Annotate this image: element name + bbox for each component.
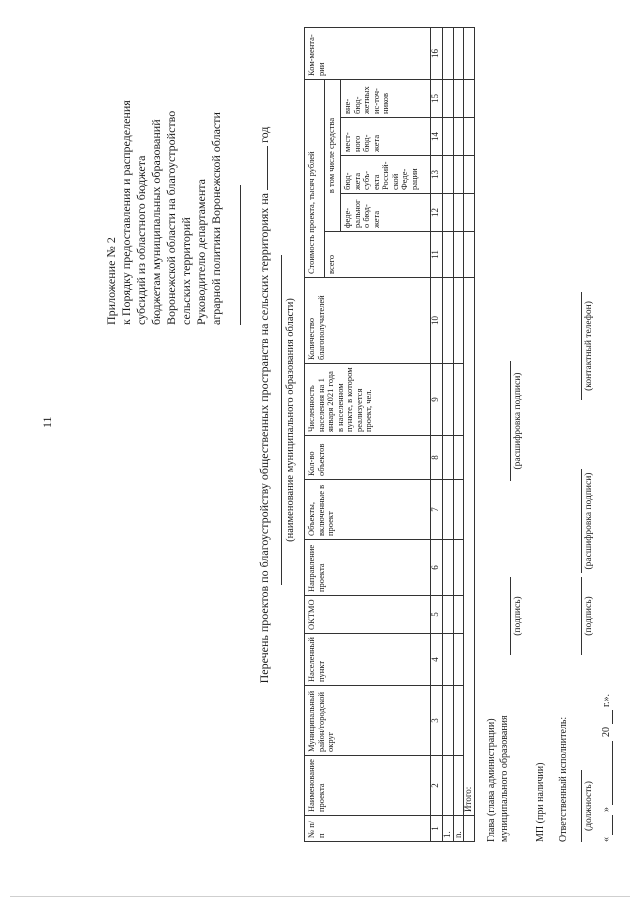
landscape-sheet: [8, 5, 628, 885]
table-cell[interactable]: [443, 634, 454, 686]
table-cell[interactable]: [443, 540, 454, 596]
appendix-line: Воронежской области на благоустройство: [164, 110, 178, 325]
table-cell[interactable]: [443, 480, 454, 540]
header-cost-total: всего: [325, 232, 431, 278]
table-cell[interactable]: [464, 118, 475, 156]
table-cell[interactable]: [453, 540, 464, 596]
header-comments: Ком-мента-рии: [305, 27, 431, 79]
phone-caption: (контактный телефон): [584, 301, 594, 391]
page-number: 11: [40, 416, 54, 428]
date-year-line[interactable]: [612, 710, 613, 724]
table-cell[interactable]: [464, 232, 475, 278]
column-number: 12: [431, 194, 443, 232]
executor-signature-line[interactable]: [581, 577, 582, 655]
column-number: 11: [431, 232, 443, 278]
header-regional-budget: бюд-жета субъ-екта Россий-ской Феде-рации: [341, 156, 431, 194]
date-month-line[interactable]: [612, 741, 613, 805]
table-cell[interactable]: [453, 278, 464, 364]
stamp-label: МП (при наличии): [535, 762, 546, 842]
appendix-header: [104, 25, 194, 325]
table-cell[interactable]: [443, 79, 454, 117]
document-title: [257, 55, 272, 755]
municipality-caption: (наименование муниципального образования области): [285, 298, 296, 542]
table-row: [453, 27, 464, 841]
date-close-quote: »: [601, 807, 612, 812]
header-settlement: Населенный пункт: [305, 634, 431, 686]
header-project-name: Наименование проекта: [305, 756, 431, 816]
title-text: Перечень проектов по благоустройству общественных пространств на сельских территориях на: [257, 192, 271, 684]
executor-name-caption: (расшифровка подписи): [584, 472, 594, 570]
column-number: 7: [431, 480, 443, 540]
column-number: 1: [431, 816, 443, 842]
executor-label: Ответственный исполнитель:: [558, 716, 569, 842]
table-cell[interactable]: [443, 118, 454, 156]
header-local-budget: мест-ного бюд-жета: [341, 118, 431, 156]
table-cell[interactable]: [453, 634, 464, 686]
appendix-line: Приложение № 2: [104, 237, 118, 325]
executor-name-line[interactable]: [581, 469, 582, 573]
table-cell[interactable]: [443, 756, 454, 816]
table-cell[interactable]: [453, 194, 464, 232]
table-cell[interactable]: [453, 156, 464, 194]
column-number: 4: [431, 634, 443, 686]
projects-table: [304, 27, 475, 842]
header-project-cost: Стоимость проекта, тысяч рублей: [305, 79, 325, 277]
municipality-blank-line[interactable]: [281, 255, 282, 585]
appendix-line: субсидий из областного бюджета: [134, 155, 148, 325]
column-number: 16: [431, 27, 443, 79]
column-number: 2: [431, 756, 443, 816]
table-cell[interactable]: [464, 27, 475, 79]
table-cell[interactable]: [464, 156, 475, 194]
column-number: 9: [431, 364, 443, 436]
head-label-line2: муниципального образования: [499, 715, 510, 842]
column-number: 3: [431, 686, 443, 756]
appendix-line: сельских территорий: [179, 217, 193, 325]
table-cell[interactable]: [443, 436, 454, 480]
date-open-quote: «: [601, 837, 612, 842]
position-line[interactable]: [581, 770, 582, 842]
executor-signature-caption: (подпись): [584, 596, 594, 636]
head-label-line1: Глава (глава администрации): [486, 718, 497, 842]
row-index: n.: [453, 816, 464, 842]
header-district: Муниципальный район/городской округ: [305, 686, 431, 756]
table-cell[interactable]: [464, 194, 475, 232]
head-name-line[interactable]: [510, 361, 511, 481]
table-cell[interactable]: [443, 156, 454, 194]
column-number: 5: [431, 596, 443, 634]
column-number: 8: [431, 436, 443, 480]
addressee-line: аграрной политики Воронежской области: [209, 112, 223, 325]
appendix-line: бюджетам муниципальных образований: [149, 119, 163, 325]
appendix-line: к Порядку предоставления и распределения: [119, 100, 133, 325]
header-beneficiaries: Количество благополучателей: [305, 278, 431, 364]
date-year-prefix: 20: [601, 727, 612, 737]
addressee-blank-line: [230, 185, 241, 325]
table-cell[interactable]: [443, 278, 454, 364]
column-number: 15: [431, 79, 443, 117]
column-number: 6: [431, 540, 443, 596]
phone-line[interactable]: [581, 292, 582, 400]
table-cell[interactable]: [453, 436, 464, 480]
table-cell[interactable]: [443, 596, 454, 634]
table-cell[interactable]: [443, 364, 454, 436]
table-cell[interactable]: [453, 480, 464, 540]
header-extrabudgetary: вне-бюд-жетных ис-точ-ников: [341, 79, 431, 117]
header-including-funds: в том числе средства: [325, 79, 341, 231]
table-cell[interactable]: [443, 686, 454, 756]
position-caption: (должность): [584, 781, 594, 831]
table-cell[interactable]: [453, 756, 464, 816]
total-row: [464, 27, 475, 841]
column-numbers-row: [431, 27, 443, 841]
table-cell[interactable]: [443, 27, 454, 79]
date-suffix: г.».: [601, 694, 612, 707]
header-population: Численность населения на 1 января 2021 года в населенном пункте, в котором реализуется проект, чел.: [305, 364, 431, 436]
header-objects-count: Кол-во объектов: [305, 436, 431, 480]
table-cell[interactable]: [453, 686, 464, 756]
header-objects: Объекты, включенные в проект: [305, 480, 431, 540]
table-cell[interactable]: [453, 118, 464, 156]
head-name-caption: (расшифровка подписи): [513, 372, 523, 470]
addressee-line: Руководителю департамента: [194, 179, 208, 325]
table-cell[interactable]: [453, 27, 464, 79]
head-signature-line[interactable]: [510, 577, 511, 655]
header-oktmo: ОКТМО: [305, 596, 431, 634]
date-day-line[interactable]: [612, 815, 613, 835]
header-index: № п/п: [305, 816, 431, 842]
table-cell[interactable]: [453, 364, 464, 436]
addressee-block: [194, 25, 241, 325]
column-number: 13: [431, 156, 443, 194]
year-blank[interactable]: [258, 146, 268, 190]
table-cell: [464, 816, 475, 842]
table-cell[interactable]: [443, 232, 454, 278]
page-bottom-rule: [10, 896, 630, 897]
table-row: [443, 27, 454, 841]
table-cell[interactable]: [464, 79, 475, 117]
table-cell[interactable]: [453, 79, 464, 117]
column-number: 10: [431, 278, 443, 364]
row-index: 1.: [443, 816, 454, 842]
table-cell[interactable]: [443, 194, 454, 232]
header-federal-budget: феде-рального бюд-жета: [341, 194, 431, 232]
head-signature-caption: (подпись): [513, 596, 523, 636]
column-number: 14: [431, 118, 443, 156]
header-direction: Направление проекта: [305, 540, 431, 596]
table-cell[interactable]: [453, 596, 464, 634]
title-suffix: год: [257, 126, 271, 143]
total-label: Итого:: [464, 278, 475, 816]
table-cell[interactable]: [453, 232, 464, 278]
